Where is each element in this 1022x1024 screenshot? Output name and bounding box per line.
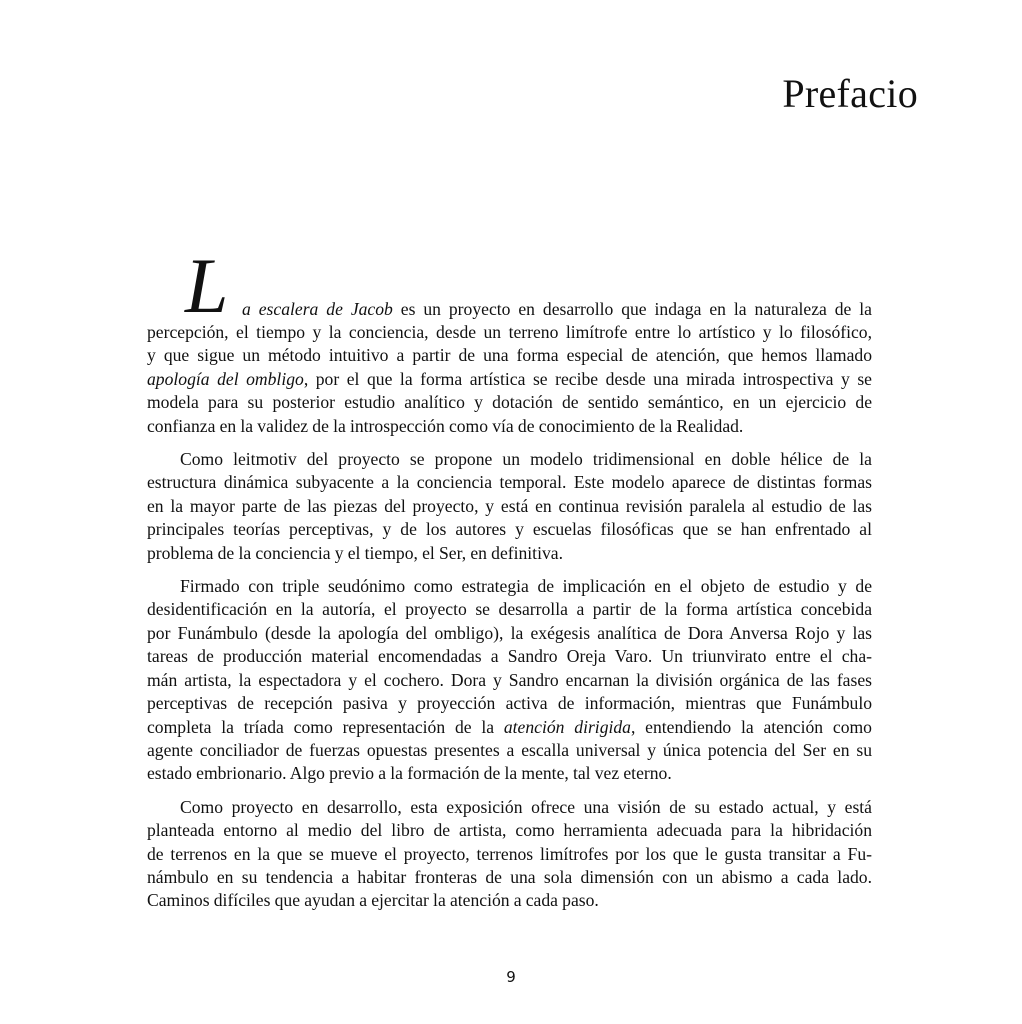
text-run: , por el que la forma artística se recibe desde una mirada introspectiva y se (303, 368, 872, 389)
text-line (147, 542, 872, 565)
text-run: problema de la conciencia y el tiempo, el Ser, en definitiva. (147, 542, 563, 563)
text-run: tareas de producción material encomendadas a Sandro Oreja Varo. Un triunvirato entre el cha- (147, 646, 872, 667)
paragraph-4 (147, 796, 872, 913)
text-line (147, 866, 872, 889)
text-line (147, 796, 872, 819)
text-run: perceptivas de recepción pasiva y proyección activa de información, mientras que Funámbulo (147, 693, 872, 714)
text-line (242, 298, 872, 321)
page-number: 9 (506, 968, 516, 986)
text-run: desidentificación en la autoría, el proyecto se desarrolla a partir de la forma artística concebida (147, 599, 872, 620)
text-line (147, 669, 872, 692)
text-line (147, 495, 872, 518)
text-run: y que sigue un método intuitivo a partir de una forma especial de atención, que hemos llamado (147, 345, 872, 366)
text-run: Caminos difíciles que ayudan a ejercitar la atención a cada paso. (147, 890, 599, 911)
paragraph-2 (147, 448, 872, 565)
text-run: es un proyecto en desarrollo que indaga en la naturaleza de la (392, 298, 872, 319)
italic-text: atención dirigida (503, 716, 631, 737)
text-run: percepción, el tiempo y la conciencia, desde un terreno limítrofe entre lo artístico y lo filosófico, (147, 322, 872, 342)
text-line (147, 762, 872, 785)
preface-body (147, 242, 872, 923)
first-line (147, 242, 872, 329)
text-run: Como leitmotiv del proyecto se propone un modelo tridimensional en doble hélice de la (180, 449, 872, 470)
text-run: modela para su posterior estudio analítico y dotación de sentido semántico, en un ejercicio de (147, 392, 872, 413)
paragraph-3 (147, 575, 872, 786)
text-run: de terrenos en la que se mueve el proyecto, terrenos limítrofes por los que le gusta transitar a Fu- (147, 843, 872, 864)
text-run: , entendiendo la atención como (630, 716, 872, 737)
text-run: confianza en la validez de la introspección como vía de conocimiento de la Realidad. (147, 415, 744, 436)
italic-text: apología del ombligo (147, 368, 304, 389)
text-line (147, 368, 872, 391)
text-line (147, 321, 872, 344)
text-run: agente conciliador de fuerzas opuestas presentes a escalla universal y única potencia del Ser en su (147, 739, 872, 760)
text-line (147, 575, 872, 598)
text-line (147, 716, 872, 739)
text-run: námbulo en su tendencia a habitar fronteras de una sola dimensión con un abismo a cada lado. (147, 866, 872, 887)
text-run: Firmado con triple seudónimo como estrategia de implicación en el objeto de estudio y de (180, 576, 872, 597)
text-run: en la mayor parte de las piezas del proyecto, y está en continua revisión paralela al estudio de las (147, 495, 872, 516)
text-line (147, 448, 872, 471)
text-line (147, 518, 872, 541)
text-line (147, 645, 872, 668)
paragraph-1 (147, 242, 872, 438)
text-run: Como proyecto en desarrollo, esta exposición ofrece una visión de su estado actual, y está (180, 796, 872, 817)
text-run: principales teorías perceptivas, y de los autores y escuelas filosóficas que se han enfrentado al (147, 519, 872, 540)
text-line (147, 471, 872, 494)
text-line (147, 344, 872, 367)
text-run: planteada entorno al medio del libro de artista, como herramienta adecuada para la hibridación (147, 820, 872, 841)
text-run: completa la tríada como representación de la (147, 716, 504, 737)
text-line (147, 889, 872, 912)
text-line (147, 415, 872, 438)
text-line (147, 391, 872, 414)
text-run: mán artista, la espectadora y el cochero. Dora y Sandro encarnan la división orgánica de las fases (147, 669, 872, 690)
drop-cap: L (185, 242, 229, 329)
text-run: por Funámbulo (desde la apología del ombligo), la exégesis analítica de Dora Anversa Rojo y las (147, 622, 872, 643)
text-line (147, 598, 872, 621)
text-run: estructura dinámica subyacente a la conciencia temporal. Este modelo aparece de distintas formas (147, 472, 872, 493)
text-line (147, 739, 872, 762)
text-line (147, 622, 872, 645)
text-run: estado embrionario. Algo previo a la formación de la mente, tal vez eterno. (147, 763, 672, 784)
text-line (147, 692, 872, 715)
text-line (147, 843, 872, 866)
text-line (147, 819, 872, 842)
page-title: Prefacio (782, 71, 918, 116)
italic-text: a escalera de Jacob (242, 298, 393, 319)
